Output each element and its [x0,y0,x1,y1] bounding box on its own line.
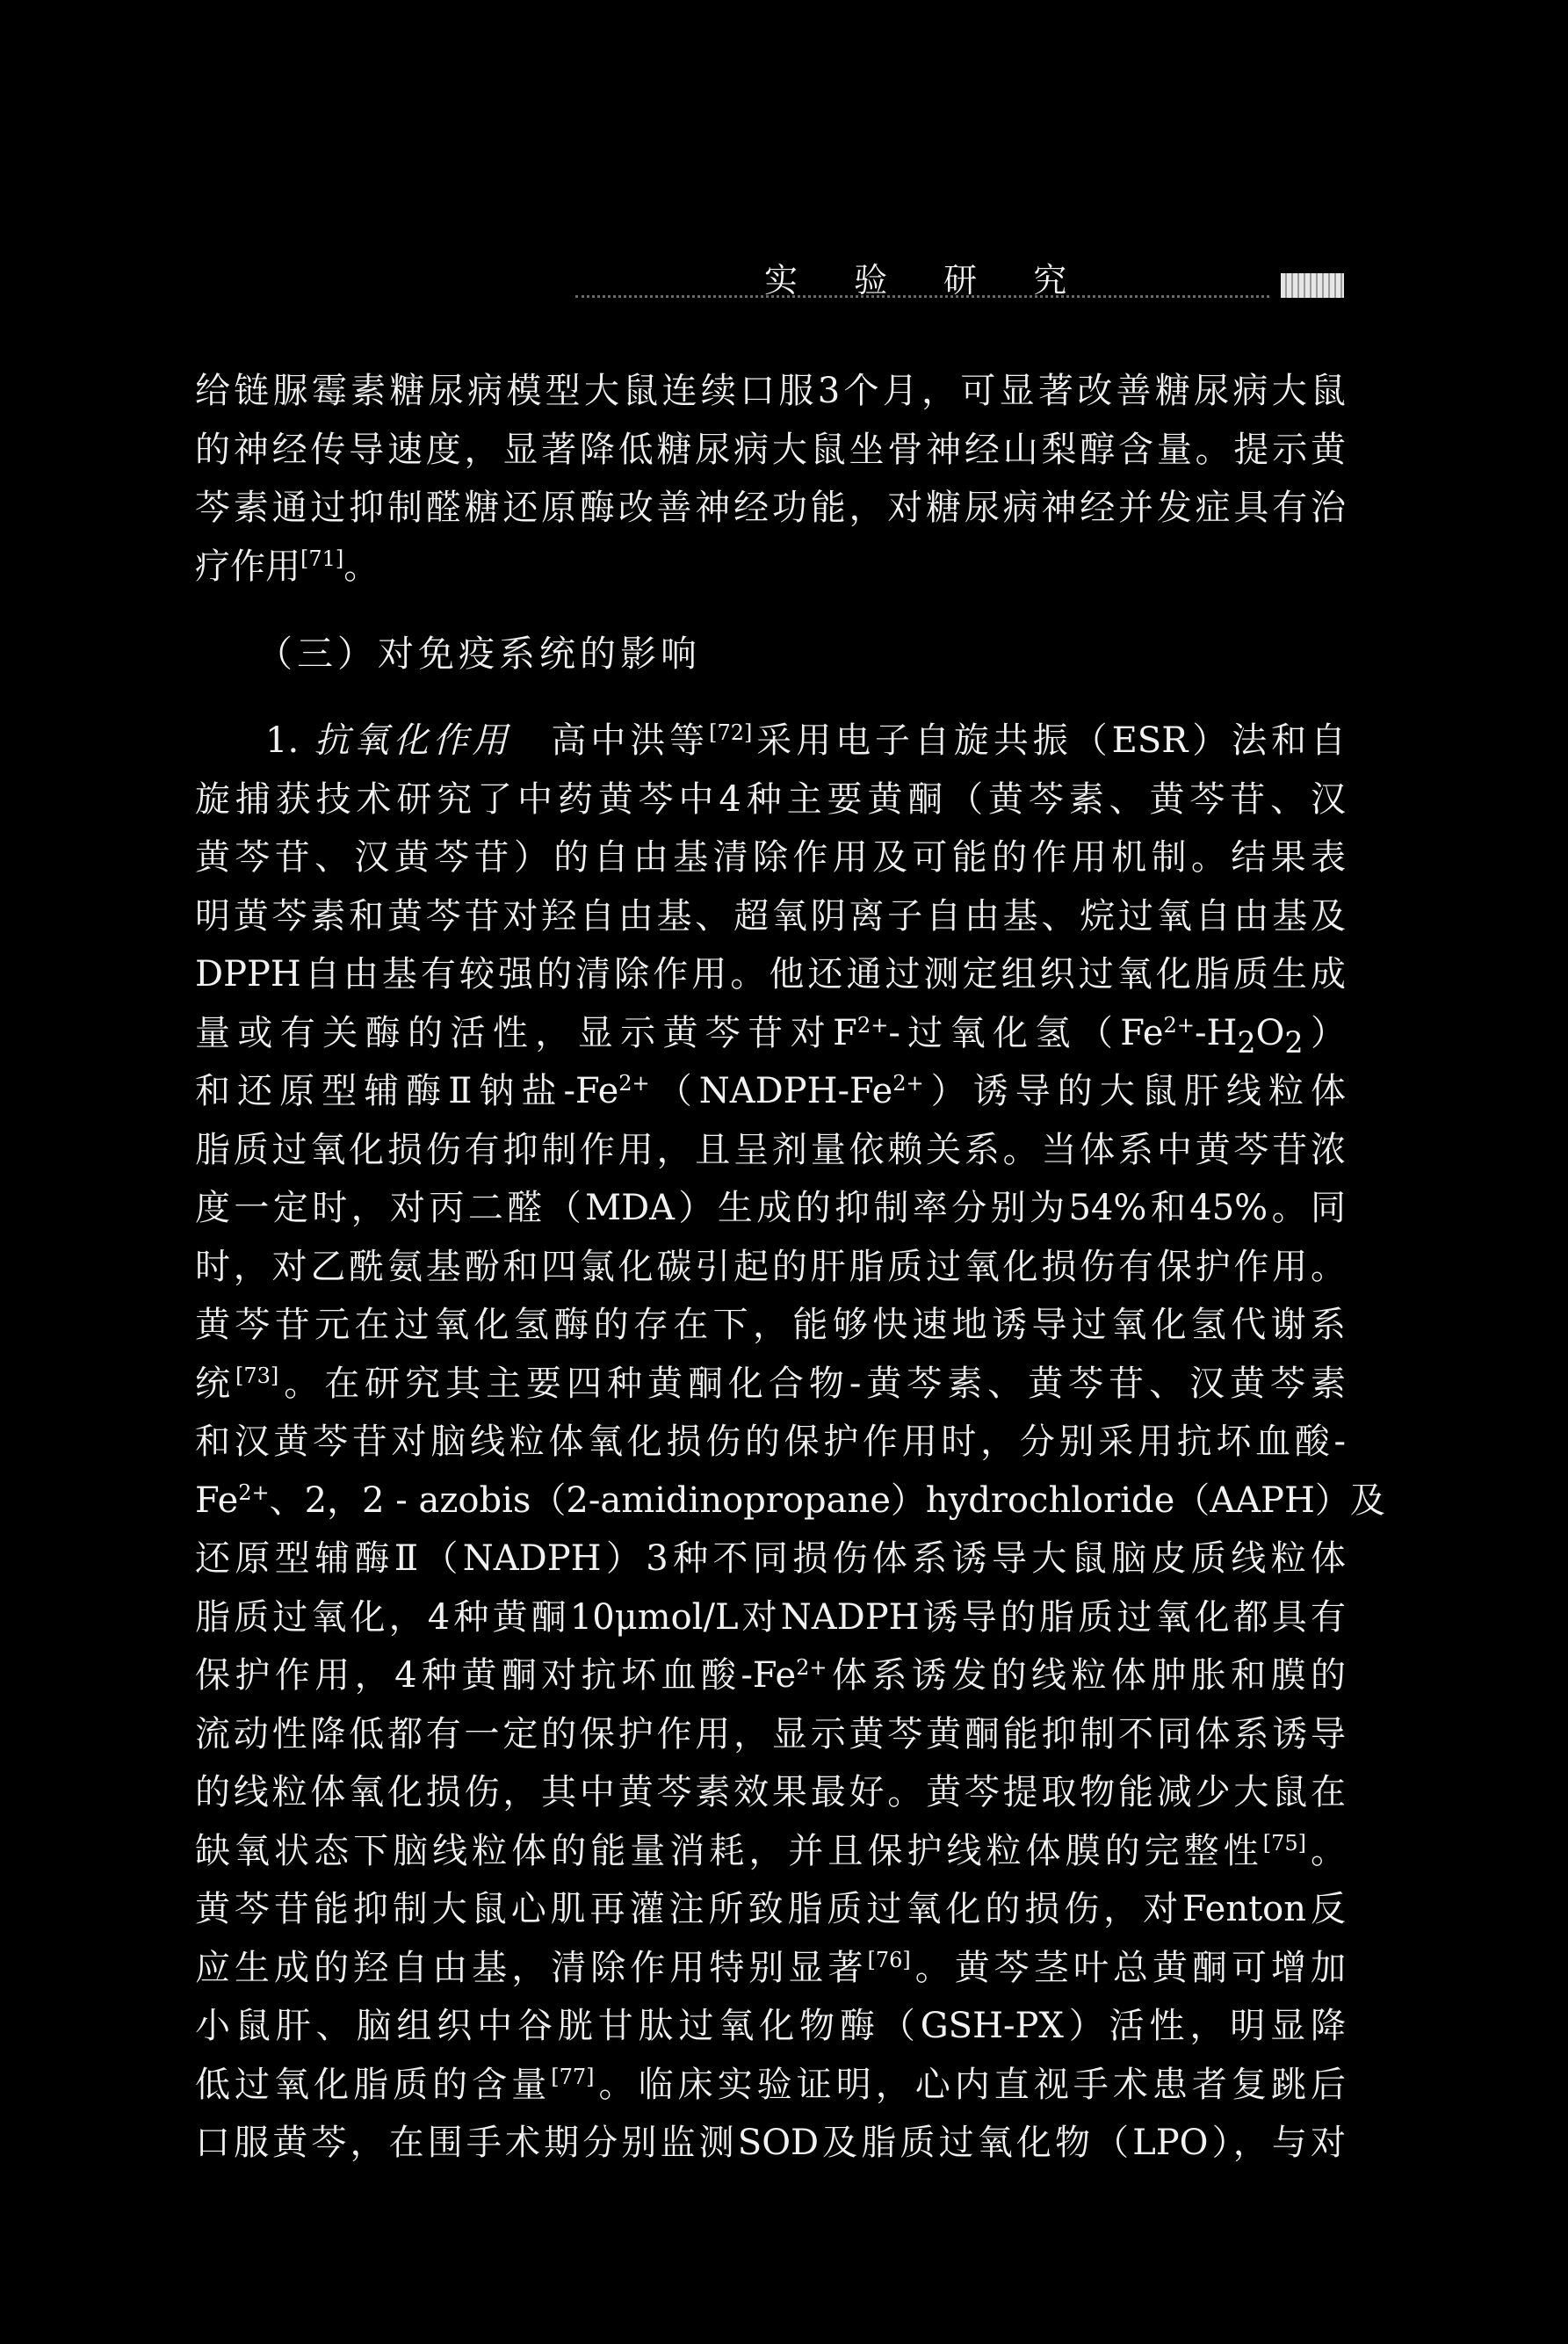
text-line: 还原型辅酶Ⅱ（NADPH）3种不同损伤体系诱导大鼠脑皮质线粒体 [195,1538,1346,1579]
citation-ref: [76] [867,1947,911,1972]
subsection-title: 抗氧化作用 [314,720,512,761]
text-line: 缺氧状态下脑线粒体的能量消耗，并且保护线粒体膜的完整性[75]。 [195,1830,1347,1871]
text-line: 黄芩苷能抑制大鼠心肌再灌注所致脂质过氧化的损伤，对Fenton反 [195,1889,1346,1929]
text-line: 疗作用[71]。 [195,546,379,587]
text-line: 1. 抗氧化作用 高中洪等[72]采用电子自旋共振（ESR）法和自 [265,720,1347,761]
citation-ref: [73] [235,1363,279,1388]
text-line: DPPH自由基有较强的清除作用。他还通过测定组织过氧化脂质生成 [195,954,1346,995]
text-line: 旋捕获技术研究了中药黄芩中4种主要黄酮（黄芩素、黄芩苷、汉 [195,778,1346,820]
text-line: 给链脲霉素糖尿病模型大鼠连续口服3个月，可显著改善糖尿病大鼠 [195,371,1346,411]
text-line: 应生成的羟自由基，清除作用特别显著[76]。黄芩茎叶总黄酮可增加 [195,1947,1347,1988]
text-line: 度一定时，对丙二醛（MDA）生成的抑制率分别为54%和45%。同 [195,1188,1346,1228]
text-line: 芩素通过抑制醛糖还原酶改善神经功能，对糖尿病神经并发症具有治 [195,488,1346,528]
section-heading: （三）对免疫系统的影响 [257,633,701,675]
text-line: 小鼠肝、脑组织中谷胱甘肽过氧化物酶（GSH-PX）活性，明显降 [195,2006,1346,2046]
citation-ref: [77] [551,2064,595,2089]
text-line: 时，对乙酰氨基酚和四氯化碳引起的肝脂质过氧化损伤有保护作用。 [195,1246,1346,1287]
text-line: 低过氧化脂质的含量[77]。临床实验证明，心内直视手术患者复跳后 [195,2064,1347,2105]
body-text [195,362,1385,2173]
text-line: 脂质过氧化，4种黄酮10μmol/L对NADPH诱导的脂质过氧化都具有 [195,1596,1346,1638]
text-line: 量或有关酶的活性，显示黄芩苷对$F^{2+}-$过氧化氢$(Fe^{2+}-H_2O_2)$ [195,1012,1346,1060]
text-line: 黄芩苷、汉黄芩苷）的自由基清除作用及可能的作用机制。结果表 [195,837,1346,878]
text-line: 口服黄芩，在围手术期分别监测SOD及脂质过氧化物（LPO），与对 [195,2123,1346,2163]
text-line: 保护作用，4种黄酮对抗坏血酸$-Fe^{2+}$体系诱发的线粒体肿胀和膜的 [195,1655,1347,1696]
citation-ref: [72] [709,720,753,745]
text-line: 的线粒体氧化损伤，其中黄芩素效果最好。黄芩提取物能减少大鼠在 [195,1772,1346,1812]
text-line: $Fe^{2+}$、2，2 - azobis（2-amidinopropane）hydrochloride（AAPH）及 [195,1479,1385,1521]
running-head [0,251,1568,304]
text-line: 和汉黄芩苷对脑线粒体氧化损伤的保护作用时，分别采用抗坏血酸- [195,1422,1346,1462]
running-head-title: 实 验 研 究 [764,261,1090,300]
text-line: 明黄芩素和黄芩苷对羟自由基、超氧阴离子自由基、烷过氧自由基及 [195,895,1346,937]
text-line: 脂质过氧化损伤有抑制作用，且呈剂量依赖关系。当体系中黄芩苷浓 [195,1129,1346,1170]
citation-ref: [75] [1262,1830,1306,1856]
text-line: 的神经传导速度，显著降低糖尿病大鼠坐骨神经山梨醇含量。提示黄 [195,429,1346,470]
text-line: 流动性降低都有一定的保护作用，显示黄芩黄酮能抑制不同体系诱导 [195,1713,1346,1754]
citation-ref: [71] [300,546,344,571]
text-line: 统[73]。在研究其主要四种黄酮化合物-黄芩素、黄芩苷、汉黄芩素 [195,1363,1347,1404]
text-line: 黄芩苷元在过氧化氢酶的存在下，能够快速地诱导过氧化氢代谢系 [195,1305,1346,1345]
subsection-number: 1. [265,720,300,761]
page-tab-mark [1281,273,1344,298]
text-line: 和还原型辅酶Ⅱ钠盐$-Fe^{2+}(NADPH-Fe^{2+})$诱导的大鼠肝线粒体 [195,1071,1346,1111]
